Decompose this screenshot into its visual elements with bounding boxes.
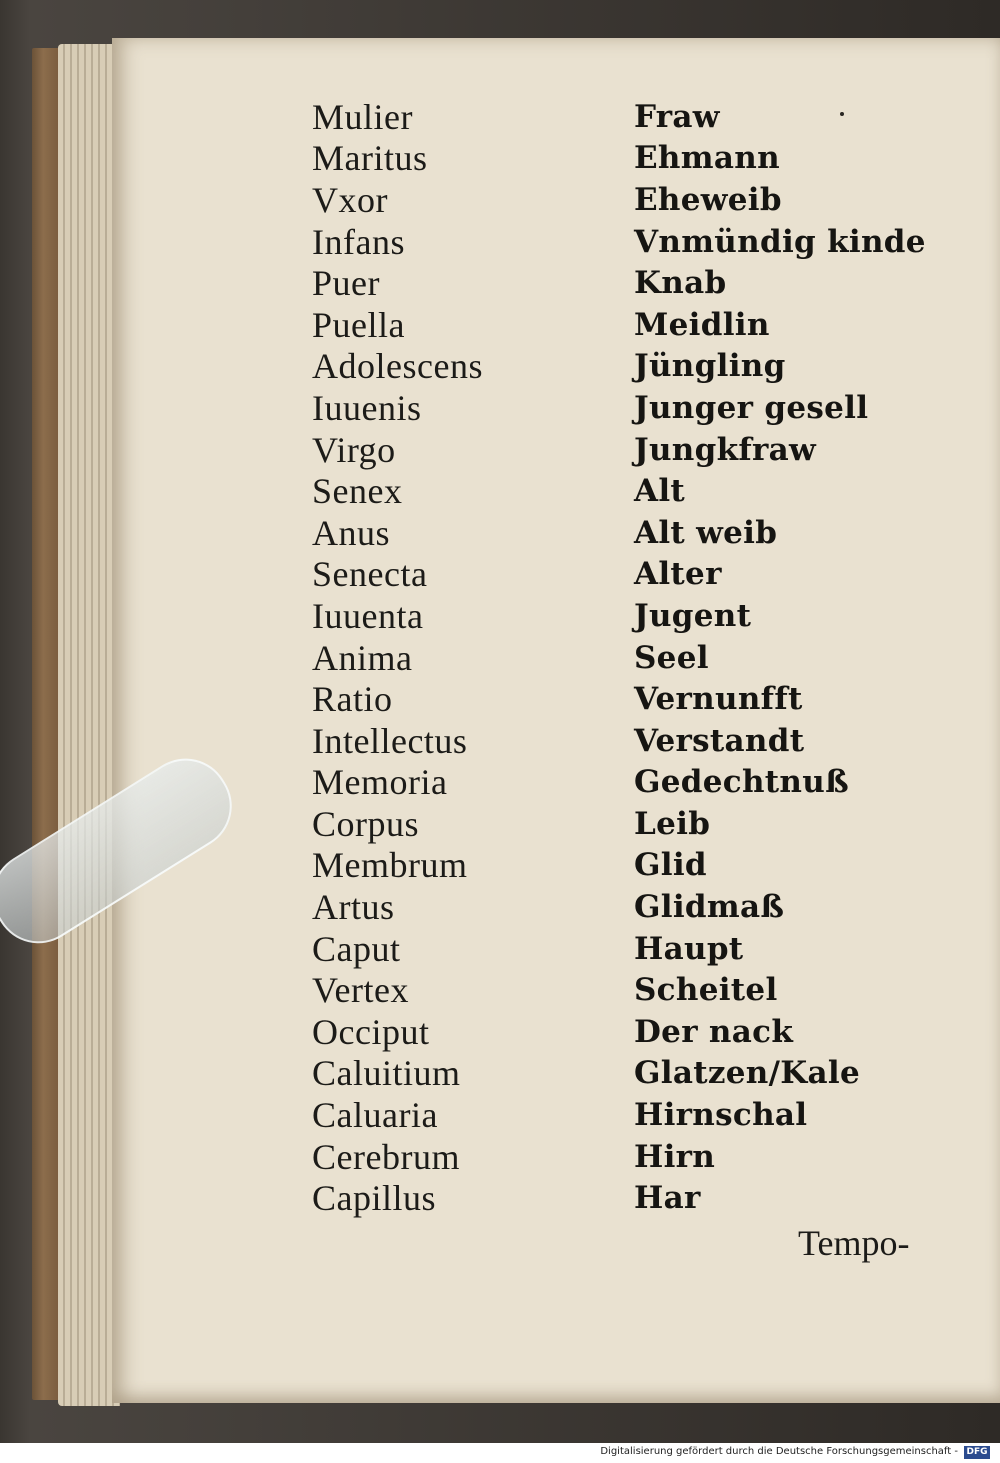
glossary-row (312, 969, 962, 1011)
latin-term: Anus (312, 512, 391, 553)
glossary-row (312, 1011, 962, 1053)
latin-term: Cerebrum (312, 1136, 460, 1177)
german-term: Vernunfft (634, 681, 803, 718)
german-term: Glidmaß (634, 889, 785, 926)
german-term: Haupt (634, 930, 744, 967)
german-term: Der nack (634, 1013, 794, 1050)
german-term: Scheitel (634, 972, 778, 1009)
german-term: Alter (634, 556, 722, 593)
glossary-row (312, 96, 962, 138)
latin-term: Iuuenis (312, 387, 422, 428)
german-term: Knab (634, 265, 727, 302)
latin-term: Ratio (312, 679, 393, 720)
glossary-row (312, 554, 962, 596)
glossary-row (312, 595, 962, 637)
german-term: Jüngling (634, 348, 786, 385)
german-term: Hirn (634, 1138, 716, 1175)
german-term: Junger gesell (634, 389, 869, 426)
glossary-row (312, 886, 962, 928)
glossary-list (312, 96, 962, 1219)
glossary-row (312, 262, 962, 304)
latin-term: Anima (312, 637, 413, 678)
german-term: Hirnschal (634, 1097, 808, 1134)
latin-term: Caluitium (312, 1053, 461, 1094)
latin-term: Artus (312, 887, 395, 928)
german-term: Har (634, 1180, 701, 1217)
latin-term: Iuuenta (312, 595, 424, 636)
german-term: Gedechtnuß (634, 764, 849, 801)
funding-credit: Digitalisierung gefördert durch die Deutsche Forschungsgemeinschaft - (600, 1446, 958, 1457)
latin-term: Senecta (312, 554, 428, 595)
german-term: Meidlin (634, 306, 770, 343)
latin-term: Virgo (312, 429, 396, 470)
glossary-row (312, 1136, 962, 1178)
german-term: Alt (634, 473, 686, 510)
latin-term: Senex (312, 471, 403, 512)
glossary-row (312, 1053, 962, 1095)
german-term: Glid (634, 847, 707, 884)
german-term: Eheweib (634, 181, 782, 218)
glossary-row (312, 678, 962, 720)
latin-term: Intellectus (312, 720, 468, 761)
glossary-row (312, 387, 962, 429)
german-term: Verstandt (634, 722, 805, 759)
glossary-row (312, 803, 962, 845)
german-term: Alt weib (634, 514, 778, 551)
page-edges (58, 44, 120, 1406)
latin-term: Memoria (312, 762, 448, 803)
latin-term: Vxor (312, 179, 388, 220)
german-term: Vnmündig kinde (634, 223, 926, 260)
latin-term: Caluaria (312, 1095, 438, 1136)
latin-term: Adolescens (312, 346, 483, 387)
glossary-row (312, 637, 962, 679)
footer-bar (0, 1443, 1000, 1463)
latin-term: Puer (312, 263, 380, 304)
latin-term: Occiput (312, 1011, 430, 1052)
glossary-row (312, 762, 962, 804)
glossary-row (312, 1177, 962, 1219)
latin-term: Vertex (312, 970, 409, 1011)
glossary-row (312, 512, 962, 554)
latin-term: Mulier (312, 96, 413, 137)
latin-term: Membrum (312, 845, 468, 886)
glossary-row (312, 928, 962, 970)
latin-term: Maritus (312, 138, 428, 179)
latin-term: Puella (312, 304, 405, 345)
glossary-row (312, 720, 962, 762)
latin-term: Capillus (312, 1178, 437, 1219)
latin-term: Infans (312, 221, 405, 262)
glossary-row (312, 138, 962, 180)
dfg-logo: DFG (964, 1446, 990, 1459)
glossary-row (312, 346, 962, 388)
glossary-row (312, 179, 962, 221)
glossary-row (312, 1094, 962, 1136)
latin-term: Caput (312, 928, 401, 969)
german-term: Jugent (634, 597, 752, 634)
glossary-row (312, 470, 962, 512)
glossary-row (312, 304, 962, 346)
german-term: Fraw (634, 98, 720, 135)
latin-term: Corpus (312, 803, 420, 844)
glossary-row (312, 429, 962, 471)
german-term: Jungkfraw (634, 431, 817, 468)
german-term: Ehmann (634, 140, 780, 177)
catchword: Tempo- (798, 1223, 910, 1263)
german-term: Seel (634, 639, 709, 676)
book-binding (32, 48, 60, 1400)
german-term: Glatzen/Kale (634, 1055, 860, 1092)
german-term: Leib (634, 805, 711, 842)
glossary-row (312, 845, 962, 887)
glossary-row (312, 221, 962, 263)
